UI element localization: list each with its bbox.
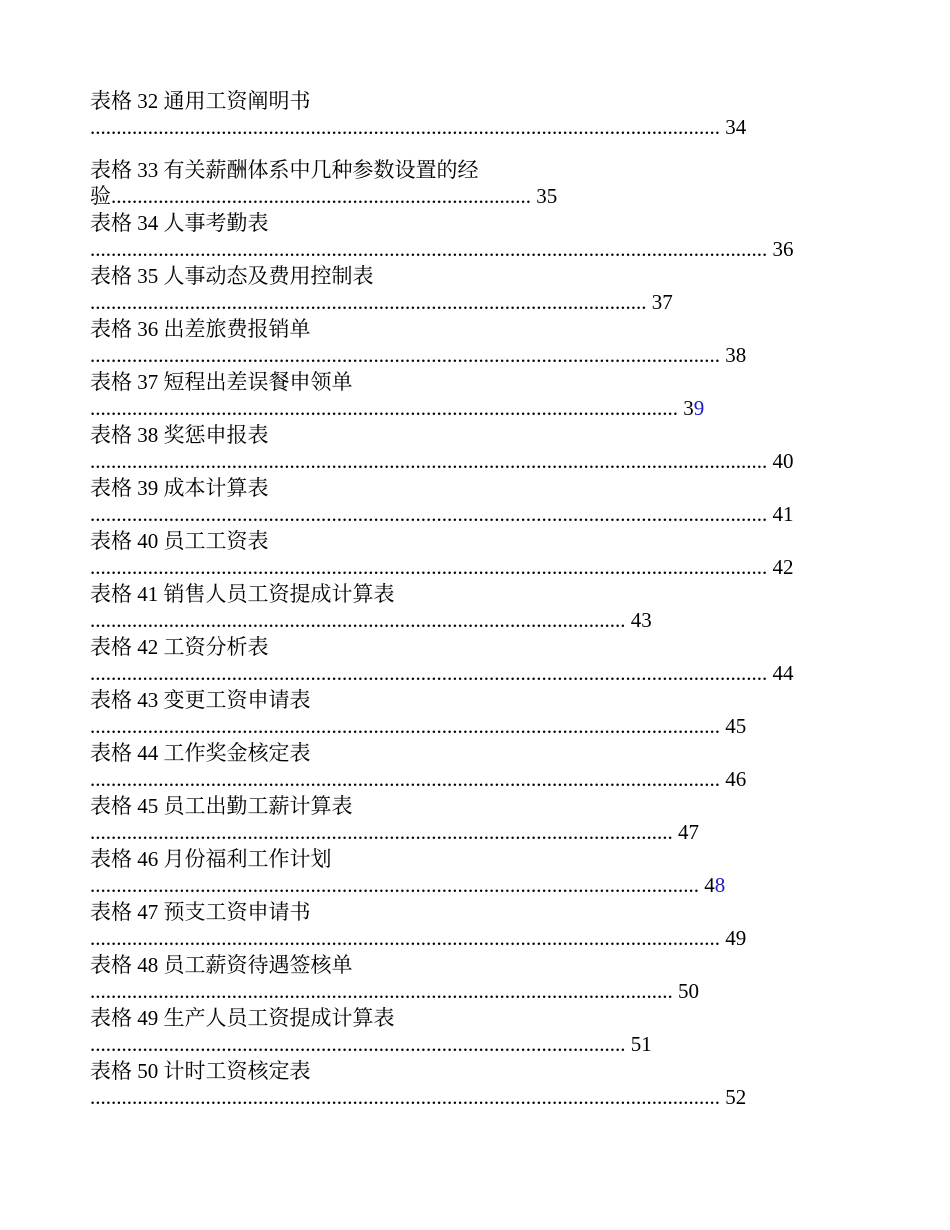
toc-entry-title: 表格 33 有关薪酬体系中几种参数设置的经 — [90, 158, 479, 182]
toc-page-number: 35 — [536, 184, 558, 208]
toc-page-number: 52 — [725, 1085, 747, 1109]
toc-page-number: 43 — [630, 608, 652, 632]
toc-entry-title: 表格 37 短程出差误餐申领单 — [90, 370, 353, 394]
toc-entry[interactable] — [90, 210, 810, 263]
toc-page-number: 47 — [678, 820, 699, 844]
toc-entry[interactable] — [90, 475, 810, 528]
toc-page-number: 34 — [725, 115, 747, 139]
toc-entry-title-continued: 验 — [90, 184, 111, 208]
toc-page-number: 39 — [683, 396, 705, 420]
dot-leader: ........................................................................................................................ — [90, 1085, 720, 1109]
toc-entry-title: 表格 35 人事动态及费用控制表 — [90, 264, 374, 288]
dot-leader: ........................................................................................................................ — [90, 714, 720, 738]
dot-leader: ................................................................................................................................. — [90, 237, 768, 261]
toc-entry-title: 表格 43 变更工资申请表 — [90, 688, 311, 712]
toc-entry[interactable] — [90, 740, 810, 793]
dot-leader: .......................................................................................................... — [90, 290, 647, 314]
toc-entry-title: 表格 50 计时工资核定表 — [90, 1059, 311, 1083]
toc-entry[interactable] — [90, 952, 810, 1005]
dot-leader: ............................................................................................................... — [90, 979, 673, 1003]
toc-entry[interactable] — [90, 369, 810, 422]
toc-page-number: 46 — [725, 767, 747, 791]
toc-entry-title: 表格 49 生产人员工资提成计算表 — [90, 1006, 395, 1030]
dot-leader: ................................................................................................................................. — [90, 661, 768, 685]
toc-entry-title: 表格 45 员工出勤工薪计算表 — [90, 794, 353, 818]
toc-page-number: 44 — [772, 661, 794, 685]
toc-entry-title: 表格 41 销售人员工资提成计算表 — [90, 582, 395, 606]
toc-entry[interactable] — [90, 634, 810, 687]
toc-page-number: 42 — [772, 555, 794, 579]
toc-entry[interactable] — [90, 793, 810, 846]
toc-entry-title: 表格 36 出差旅费报销单 — [90, 317, 311, 341]
toc-entry-title: 表格 39 成本计算表 — [90, 476, 269, 500]
toc-entry-title: 表格 44 工作奖金核定表 — [90, 741, 311, 765]
dot-leader: ........................................................................................................................ — [90, 767, 720, 791]
toc-page-number: 37 — [651, 290, 673, 314]
toc-page-number: 48 — [704, 873, 726, 897]
toc-entry[interactable] — [90, 528, 810, 581]
dot-leader: ........................................................................................................................ — [90, 343, 720, 367]
toc-page-number: 40 — [772, 449, 794, 473]
toc-entry[interactable] — [90, 316, 810, 369]
toc-entry[interactable] — [90, 846, 810, 899]
toc-entry[interactable] — [90, 899, 810, 952]
dot-leader: ........................................................................................................................ — [90, 115, 720, 139]
dot-leader: .................................................................................................................... — [90, 873, 699, 897]
toc-entry-title: 表格 34 人事考勤表 — [90, 211, 269, 235]
dot-leader: ...................................................................................................... — [90, 608, 626, 632]
dot-leader: ................................................................................................................................. — [90, 449, 768, 473]
toc-page-number: 49 — [725, 926, 747, 950]
toc-entry[interactable] — [90, 1005, 810, 1058]
toc-entry[interactable] — [90, 157, 810, 210]
toc-entry-title: 表格 46 月份福利工作计划 — [90, 847, 332, 871]
toc-entry-title: 表格 42 工资分析表 — [90, 635, 269, 659]
toc-entry[interactable] — [90, 1058, 810, 1111]
dot-leader: ................................................................................................................ — [90, 396, 678, 420]
toc-entry-title: 表格 47 预支工资申请书 — [90, 900, 311, 924]
table-of-contents — [90, 88, 810, 1111]
toc-entry-title: 表格 38 奖惩申报表 — [90, 423, 269, 447]
dot-leader: ...................................................................................................... — [90, 1032, 626, 1056]
toc-entry[interactable] — [90, 581, 810, 634]
toc-page-number: 50 — [678, 979, 699, 1003]
toc-entry-title: 表格 40 员工工资表 — [90, 529, 269, 553]
dot-leader: ................................................................................................................................. — [90, 555, 768, 579]
toc-entry-title: 表格 32 通用工资阐明书 — [90, 89, 311, 113]
toc-page-number: 45 — [725, 714, 747, 738]
toc-entry[interactable] — [90, 263, 810, 316]
dot-leader: ........................................................................................................................ — [90, 926, 720, 950]
toc-entry-title: 表格 48 员工薪资待遇签核单 — [90, 953, 353, 977]
dot-leader: ................................................................................................................................. — [90, 502, 768, 526]
toc-entry[interactable] — [90, 88, 810, 141]
toc-page-number: 38 — [725, 343, 747, 367]
toc-entry[interactable] — [90, 422, 810, 475]
toc-page-number: 51 — [630, 1032, 652, 1056]
toc-entry[interactable] — [90, 687, 810, 740]
dot-leader: ............................................................................................................... — [90, 820, 673, 844]
dot-leader: ................................................................................ — [111, 184, 531, 208]
toc-page-number: 41 — [772, 502, 794, 526]
toc-page-number: 36 — [772, 237, 794, 261]
